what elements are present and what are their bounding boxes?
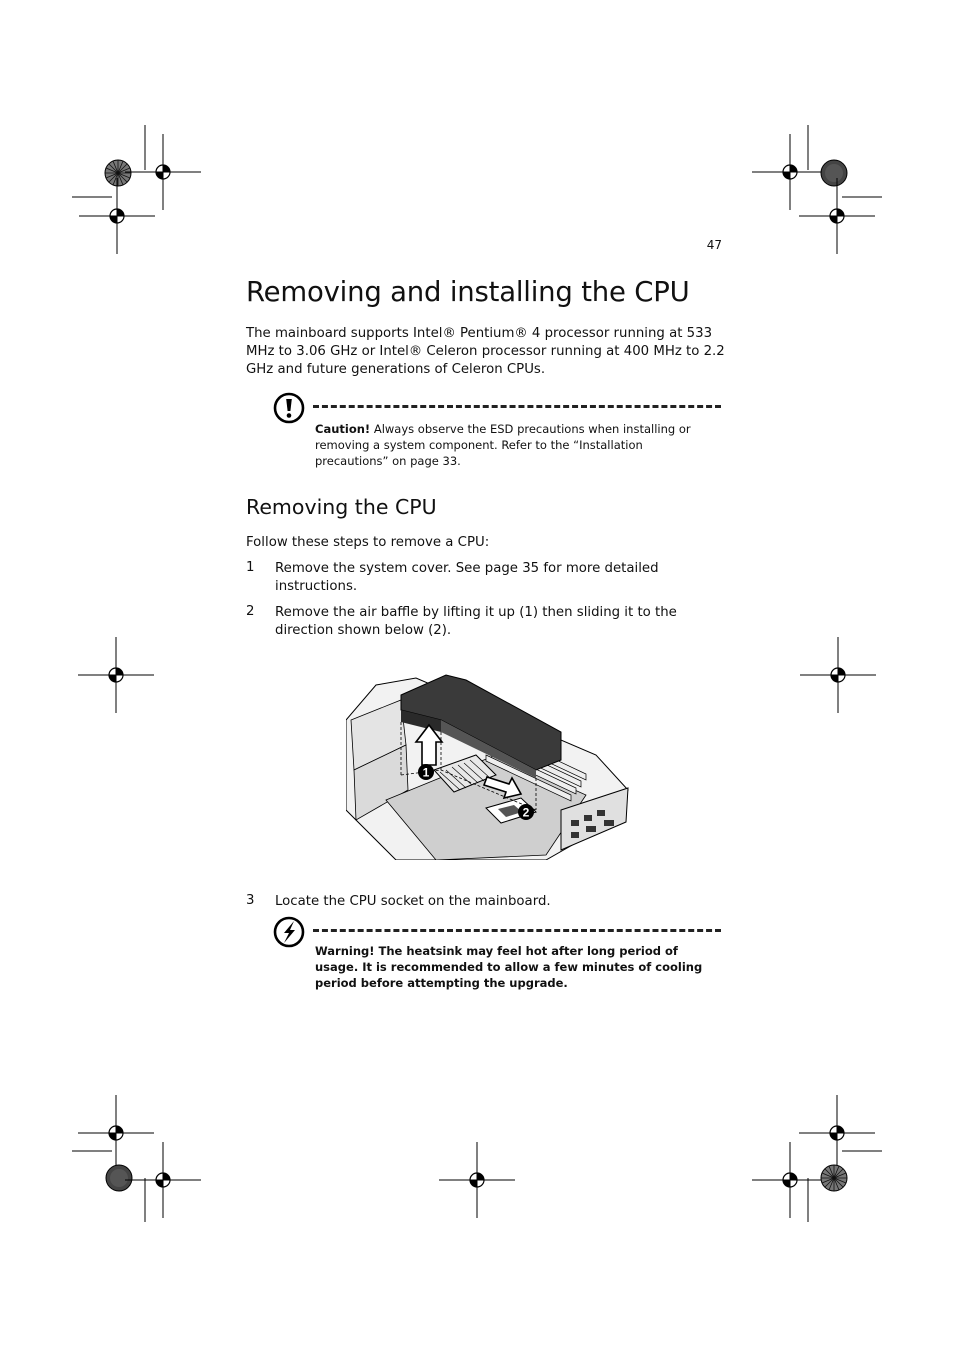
step-text: Remove the system cover. See page 35 for more detailed instructions. xyxy=(275,561,659,594)
warning-note: Warning! The heatsink may feel hot after long period of usage. It is recommended to allow a few minutes of cooling period before attempting the upgrade. xyxy=(315,944,703,990)
warning-divider xyxy=(313,929,721,932)
step-text: Locate the CPU socket on the mainboard. xyxy=(275,894,551,909)
step-number: 1 xyxy=(246,560,255,575)
callout-2: 2 xyxy=(522,805,530,820)
steps-intro: Follow these steps to remove a CPU: xyxy=(246,535,490,550)
caution-note xyxy=(315,421,715,469)
step-number: 2 xyxy=(246,604,255,619)
exclamation-circle-icon xyxy=(273,392,305,424)
callout-1: 1 xyxy=(422,765,430,780)
section-title: Removing the CPU xyxy=(246,495,437,519)
caution-divider xyxy=(313,405,721,408)
caution-text: Always observe the ESD precautions when installing or removing a system component. Refer to the “Installation precautions” on page 33. xyxy=(315,422,691,468)
step-text: Remove the air baffle by lifting it up (1) then sliding it to the direction shown below (2). xyxy=(275,605,677,638)
step-number: 3 xyxy=(246,893,255,908)
intro-paragraph: The mainboard supports Intel® Pentium® 4 processor running at 533 MHz to 3.06 GHz or Intel® Celeron processor running at 400 MHz to 2.2 GHz and future generations of Celeron CPUs. xyxy=(246,326,725,377)
air-baffle-removal-illustration xyxy=(346,660,630,860)
page-number: 47 xyxy=(706,238,722,252)
caution-label: Caution! xyxy=(315,422,371,436)
lightning-bolt-circle-icon xyxy=(273,916,305,948)
page-title: Removing and installing the CPU xyxy=(246,276,690,308)
